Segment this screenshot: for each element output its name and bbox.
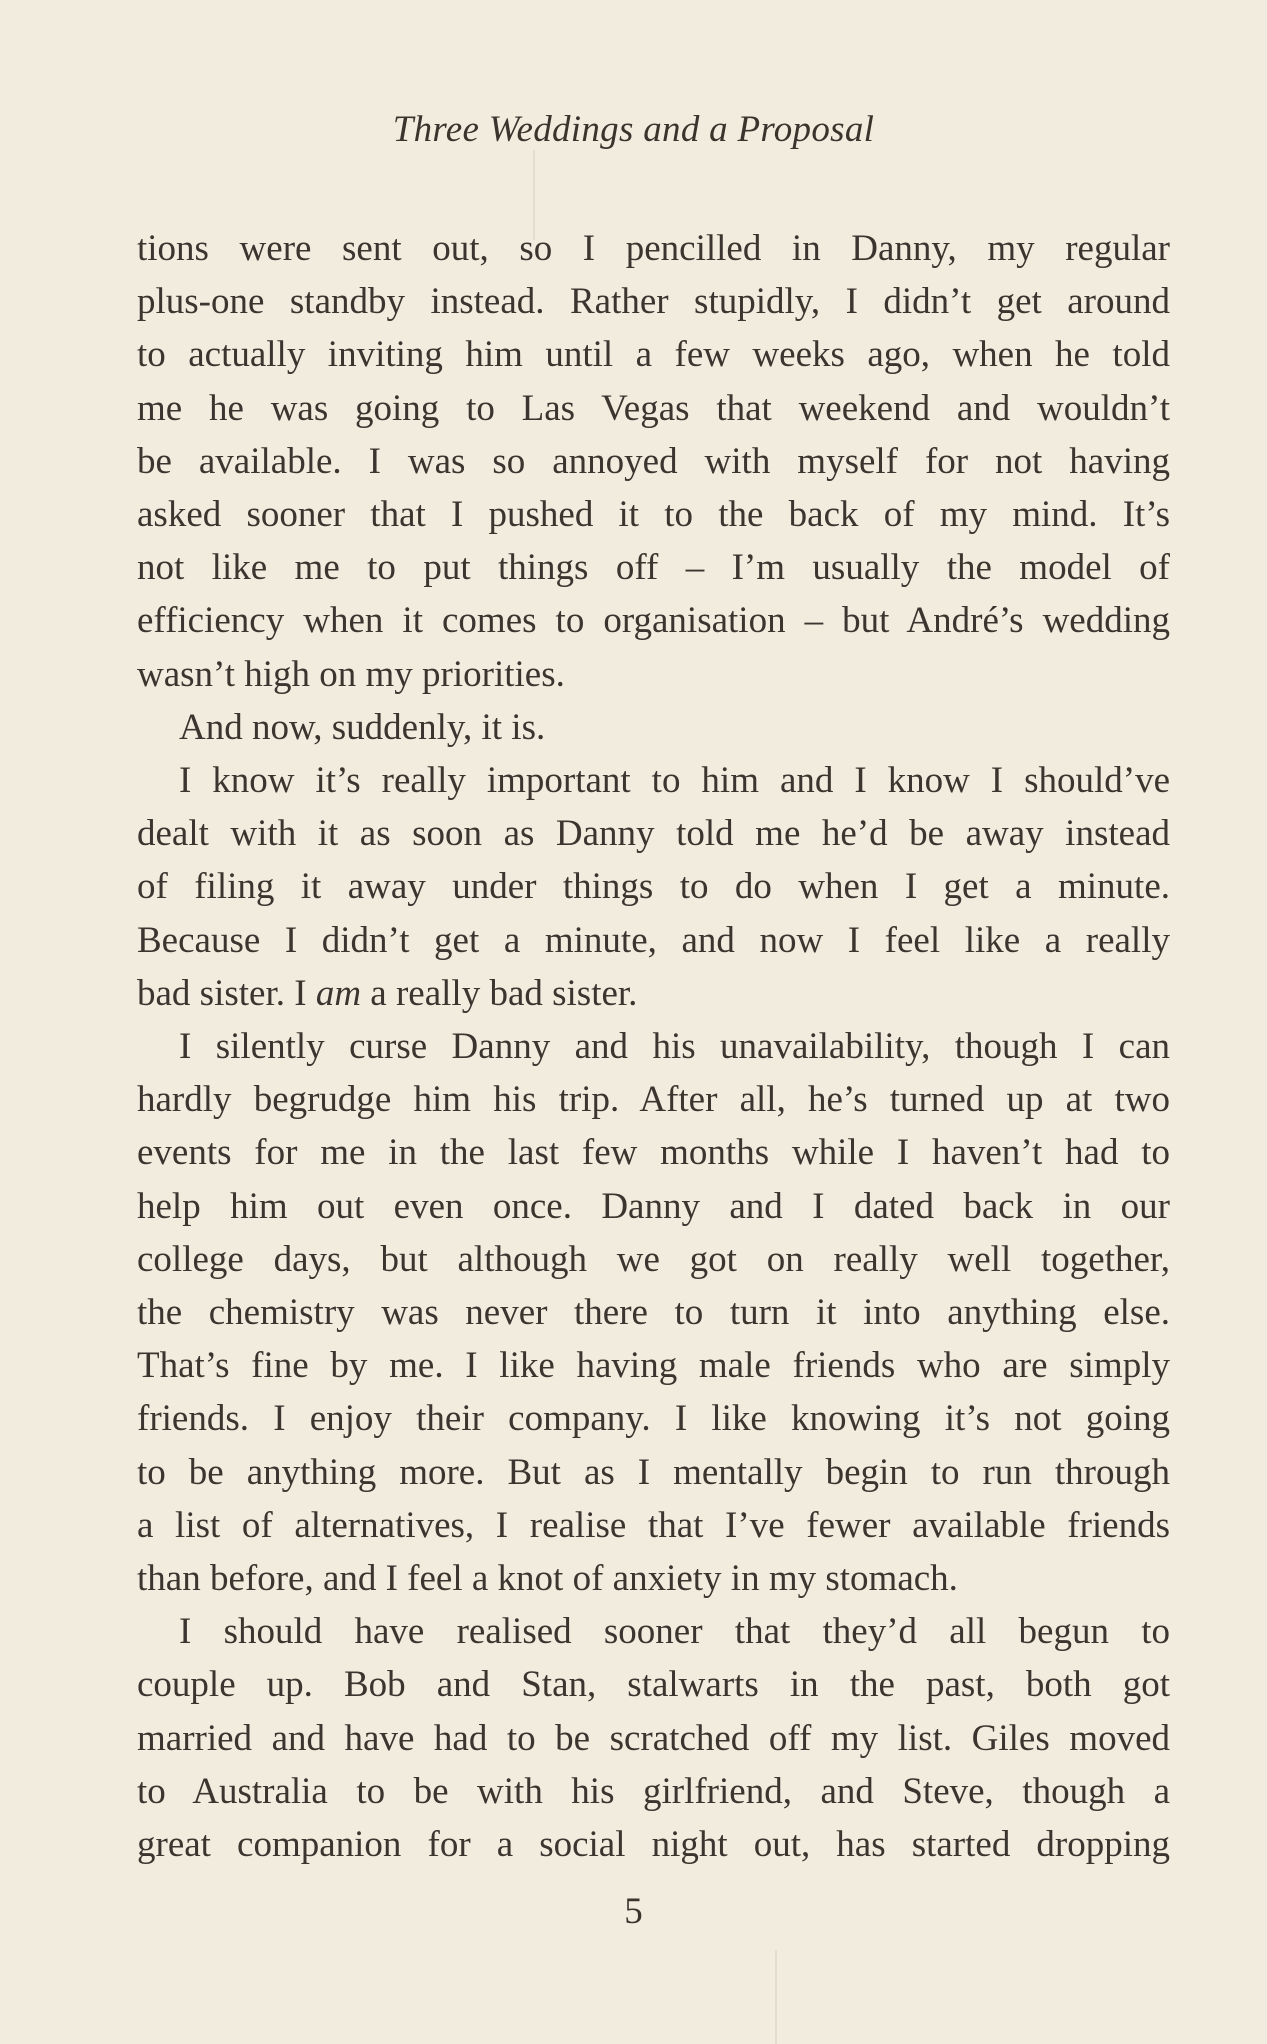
emphasis-word: am	[315, 972, 362, 1014]
text-line: help him out even once. Danny and I dated back in our	[137, 1185, 1170, 1227]
text-span: a really bad sister.	[361, 972, 638, 1014]
text-line: dealt with it as soon as Danny told me he’d be away instead	[137, 813, 1170, 855]
text-line: wasn’t high on my priorities.	[137, 653, 565, 695]
text-line: efficiency when it comes to organisation – but André’s wedding	[137, 600, 1170, 642]
text-line: plus-one standby instead. Rather stupidly, I didn’t get around	[137, 281, 1170, 323]
text-line: the chemistry was never there to turn it into anything else.	[137, 1292, 1170, 1334]
text-line: of filing it away under things to do when I get a minute.	[137, 866, 1170, 908]
text-line: be available. I was so annoyed with myself for not having	[137, 440, 1170, 482]
text-line: not like me to put things off – I’m usually the model of	[137, 547, 1170, 589]
running-head: Three Weddings and a Proposal	[392, 109, 875, 150]
text-line: I should have realised sooner that they’d all begun to	[179, 1611, 1170, 1653]
text-line: events for me in the last few months while I haven’t had to	[137, 1132, 1170, 1174]
page-number: 5	[624, 1891, 643, 1932]
text-line: That’s fine by me. I like having male friends who are simply	[137, 1345, 1170, 1387]
text-span: bad sister. I	[137, 972, 316, 1014]
text-line: I silently curse Danny and his unavailability, though I can	[179, 1026, 1170, 1068]
text-line: me he was going to Las Vegas that weekend and wouldn’t	[137, 387, 1170, 429]
text-line: to be anything more. But as I mentally begin to run through	[137, 1451, 1170, 1493]
text-line: hardly begrudge him his trip. After all, he’s turned up at two	[137, 1079, 1170, 1121]
text-line: than before, and I feel a knot of anxiety in my stomach.	[137, 1558, 958, 1600]
text-line: tions were sent out, so I pencilled in Danny, my regular	[137, 228, 1170, 269]
text-line: to actually inviting him until a few weeks ago, when he told	[137, 334, 1170, 376]
text-line: college days, but although we got on really well together,	[137, 1238, 1170, 1280]
text-line	[137, 967, 1170, 1020]
paper-crease	[775, 1950, 777, 2044]
text-line: married and have had to be scratched off my list. Giles moved	[137, 1717, 1170, 1759]
text-line: to Australia to be with his girlfriend, and Steve, though a	[137, 1770, 1170, 1812]
text-line: Because I didn’t get a minute, and now I feel like a really	[137, 919, 1170, 961]
text-line: great companion for a social night out, has started dropping	[137, 1824, 1170, 1866]
text-line: a list of alternatives, I realise that I’ve fewer available friends	[137, 1504, 1170, 1546]
text-line: couple up. Bob and Stan, stalwarts in the past, both got	[137, 1664, 1170, 1706]
text-line: And now, suddenly, it is.	[179, 706, 546, 748]
text-line: I know it’s really important to him and I know I should’ve	[179, 760, 1170, 802]
text-line: friends. I enjoy their company. I like knowing it’s not going	[137, 1398, 1170, 1440]
body-text	[137, 222, 1170, 1871]
text-line: asked sooner that I pushed it to the back of my mind. It’s	[137, 494, 1170, 536]
